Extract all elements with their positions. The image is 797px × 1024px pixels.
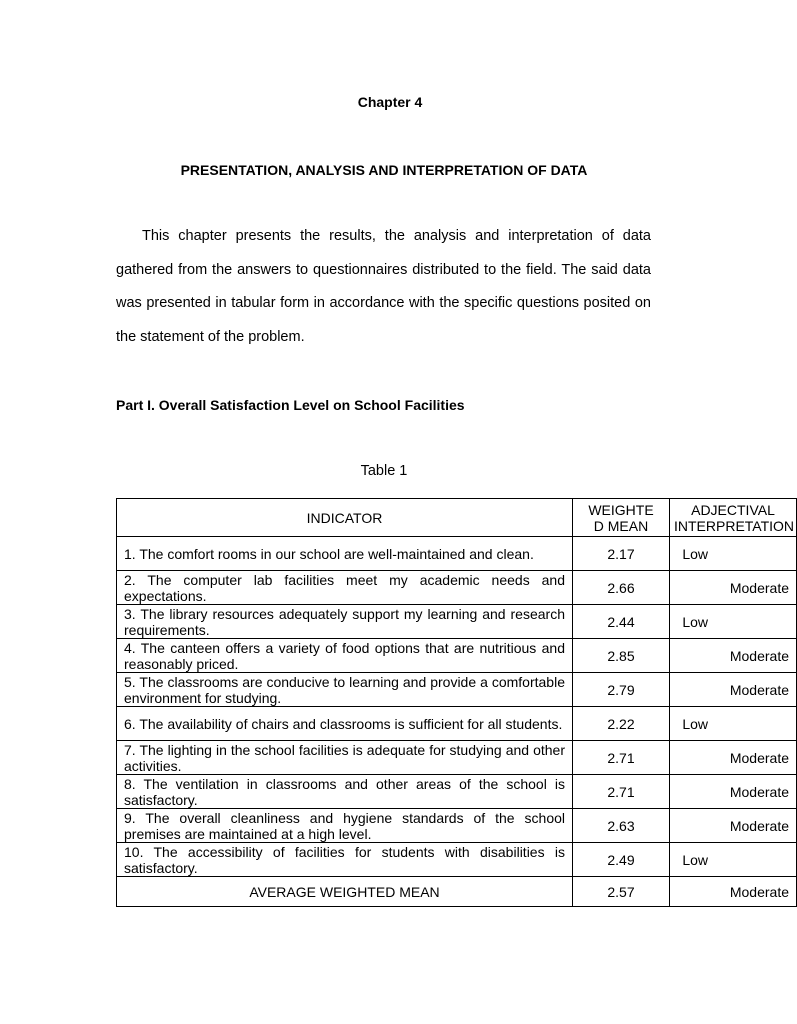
header-interpretation xyxy=(670,499,797,537)
interpretation-cell: Moderate xyxy=(670,775,797,809)
mean-cell: 2.22 xyxy=(573,707,670,741)
average-label: AVERAGE WEIGHTED MEAN xyxy=(117,877,573,907)
header-weighted-mean xyxy=(573,499,670,537)
mean-cell: 2.63 xyxy=(573,809,670,843)
intro-paragraph: This chapter presents the results, the analysis and interpretation of data gathered from the answers to questionnaires distributed to the field. The said data was presented in tabular form in accordance with the specific questions posited on the statement of the problem. xyxy=(116,228,651,345)
average-row xyxy=(117,877,797,907)
mean-cell: 2.17 xyxy=(573,537,670,571)
average-interpretation: Moderate xyxy=(670,877,797,907)
chapter-title: PRESENTATION, ANALYSIS AND INTERPRETATION OF DATA xyxy=(180,162,588,178)
mean-cell: 2.79 xyxy=(573,673,670,707)
indicator-cell: 1. The comfort rooms in our school are well-maintained and clean. xyxy=(117,537,573,571)
header-interp-line2: INTERPRETATION xyxy=(674,517,795,534)
part-heading: Part I. Overall Satisfaction Level on School Facilities xyxy=(116,397,465,413)
indicator-cell: 7. The lighting in the school facilities is adequate for studying and other activities. xyxy=(117,741,573,775)
interpretation-cell: Low xyxy=(670,605,797,639)
satisfaction-table xyxy=(116,498,797,907)
interpretation-cell: Moderate xyxy=(670,639,797,673)
mean-cell: 2.71 xyxy=(573,741,670,775)
interpretation-cell: Moderate xyxy=(670,673,797,707)
header-interp-line1: ADJECTIVAL xyxy=(691,501,775,518)
table-caption: Table 1 xyxy=(360,463,408,479)
table-row xyxy=(117,537,797,571)
table-row xyxy=(117,707,797,741)
table-row xyxy=(117,775,797,809)
table-row xyxy=(117,809,797,843)
average-mean: 2.57 xyxy=(573,877,670,907)
table-row xyxy=(117,673,797,707)
table-row xyxy=(117,741,797,775)
mean-cell: 2.49 xyxy=(573,843,670,877)
header-mean-line1: WEIGHTE xyxy=(588,501,654,518)
indicator-cell: 9. The overall cleanliness and hygiene standards of the school premises are maintained at a high level. xyxy=(117,809,573,843)
mean-cell: 2.44 xyxy=(573,605,670,639)
indicator-cell: 6. The availability of chairs and classrooms is sufficient for all students. xyxy=(117,707,573,741)
indicator-cell: 3. The library resources adequately support my learning and research requirements. xyxy=(117,605,573,639)
interpretation-cell: Moderate xyxy=(670,571,797,605)
header-mean-line2: D MEAN xyxy=(593,517,649,534)
indicator-cell: 10. The accessibility of facilities for students with disabilities is satisfactory. xyxy=(117,843,573,877)
indicator-cell: 8. The ventilation in classrooms and other areas of the school is satisfactory. xyxy=(117,775,573,809)
indicator-cell: 4. The canteen offers a variety of food options that are nutritious and reasonably priced. xyxy=(117,639,573,673)
interpretation-cell: Low xyxy=(670,537,797,571)
indicator-cell: 5. The classrooms are conducive to learning and provide a comfortable environment for studying. xyxy=(117,673,573,707)
mean-cell: 2.71 xyxy=(573,775,670,809)
table-header-row xyxy=(117,499,797,537)
chapter-number: Chapter 4 xyxy=(357,94,423,110)
table-row xyxy=(117,571,797,605)
mean-cell: 2.85 xyxy=(573,639,670,673)
interpretation-cell: Low xyxy=(670,843,797,877)
table-row xyxy=(117,843,797,877)
interpretation-cell: Moderate xyxy=(670,809,797,843)
interpretation-cell: Low xyxy=(670,707,797,741)
mean-cell: 2.66 xyxy=(573,571,670,605)
table-row xyxy=(117,605,797,639)
table-row xyxy=(117,639,797,673)
indicator-cell: 2. The computer lab facilities meet my academic needs and expectations. xyxy=(117,571,573,605)
header-indicator: INDICATOR xyxy=(117,499,573,537)
interpretation-cell: Moderate xyxy=(670,741,797,775)
